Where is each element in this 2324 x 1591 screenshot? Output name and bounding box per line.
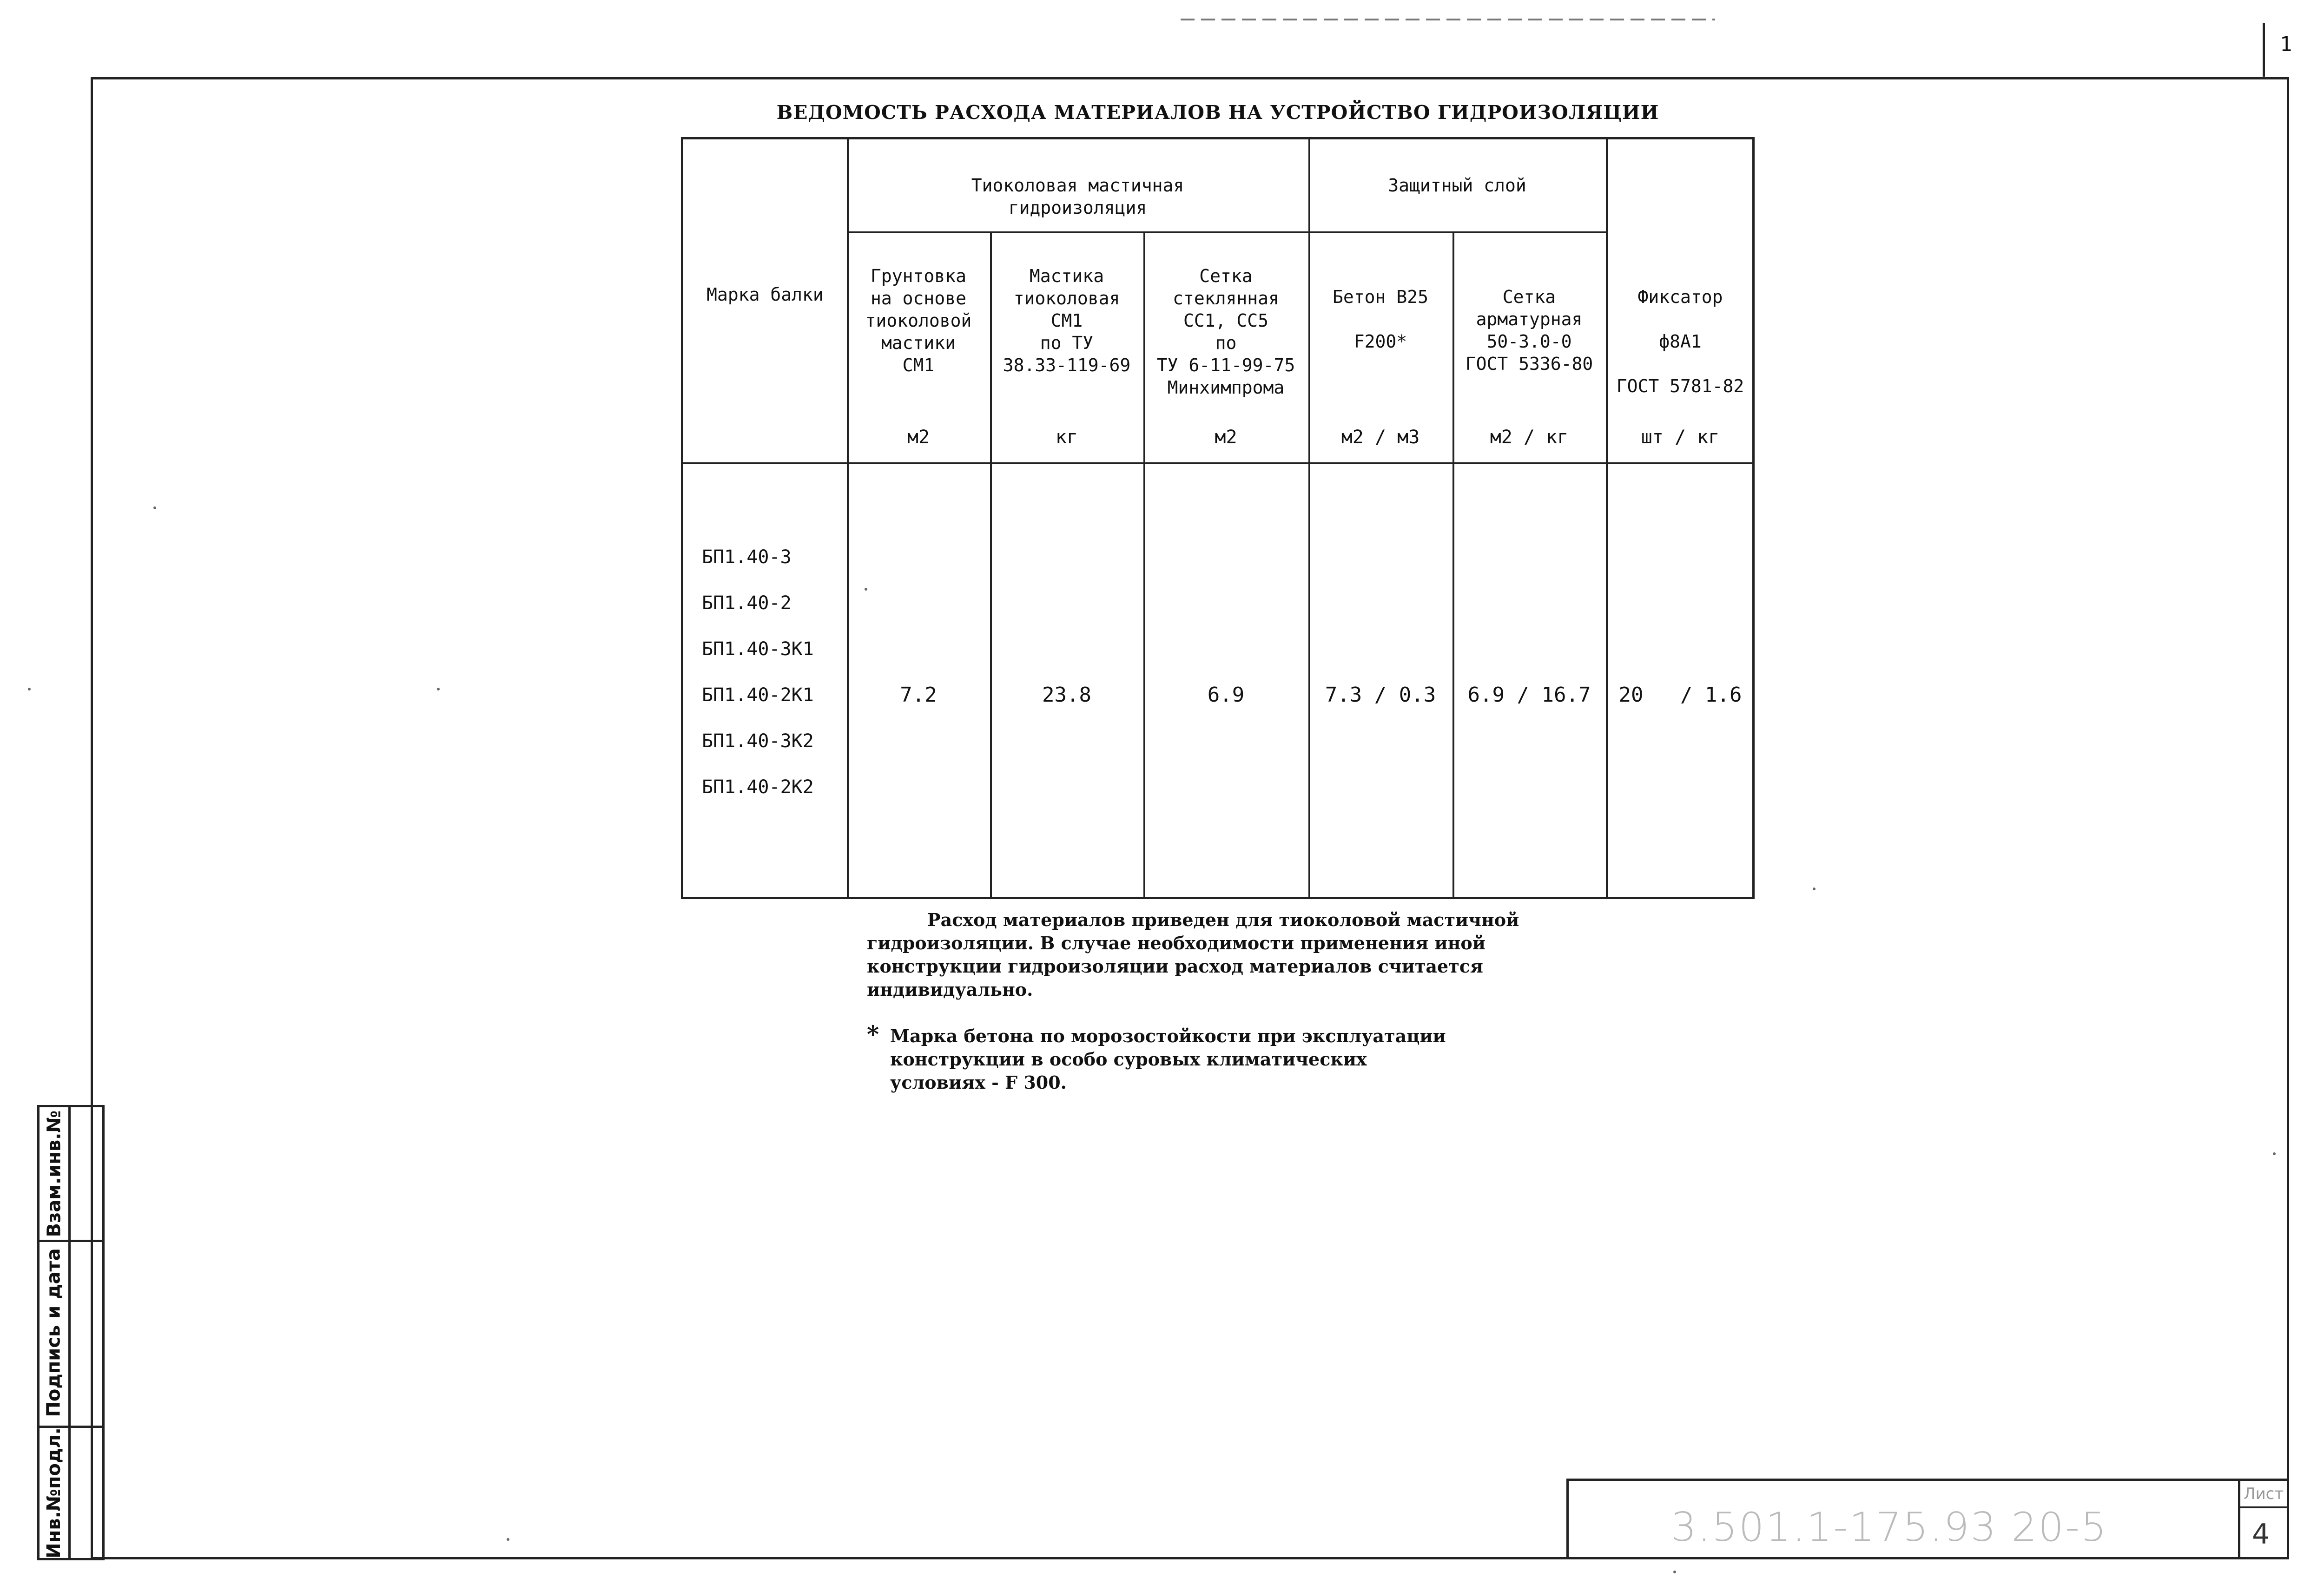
column-unit: м2 xyxy=(1215,427,1237,448)
column-header: Сетка арматурная 50-3.0-0 ГОСТ 5336-80 xyxy=(1465,287,1593,374)
mark-header: Марка балки xyxy=(706,284,824,305)
column-unit: м2 / м3 xyxy=(1341,427,1420,448)
note-line: Марка бетона по морозостойкости при эксплуатации xyxy=(890,1026,1446,1046)
value-cell: 6.9 / 16.7 xyxy=(1467,683,1591,707)
corner-tick xyxy=(2263,23,2265,77)
note-line: конструкции в особо суровых климатических xyxy=(890,1049,1367,1070)
beam-mark: БП1.40-3К1 xyxy=(702,638,814,660)
beam-mark: БП1.40-3К2 xyxy=(702,730,814,752)
note-line: Расход материалов приведен для тиоколовой мастичной xyxy=(927,909,1519,930)
scan-speck xyxy=(28,688,31,690)
beam-mark: БП1.40-2 xyxy=(702,592,792,614)
value-cell: 6.9 xyxy=(1207,683,1245,707)
title-block-divider xyxy=(2238,1481,2240,1557)
value-cell: 7.2 xyxy=(900,683,937,707)
column-header: Сетка стеклянная СС1, СС5 по ТУ 6-11-99-75 Минхимпрома xyxy=(1156,266,1295,398)
scan-speck xyxy=(2273,1152,2276,1155)
scan-speck xyxy=(865,588,867,591)
inv-no-label: Инв.№подл. xyxy=(43,1427,65,1558)
note-line: условиях - F 300. xyxy=(890,1072,1067,1093)
scan-speck xyxy=(437,688,440,690)
sign-date-label: Подпись и дата xyxy=(43,1248,65,1417)
replace-inv-cell xyxy=(40,1107,68,1240)
note-line: гидроизоляции. В случае необходимости применения иной xyxy=(867,933,1486,953)
column-header: Бетон В25 F200* xyxy=(1333,287,1428,352)
value-cell: 23.8 xyxy=(1042,683,1091,707)
column-unit: м2 / кг xyxy=(1490,427,1569,448)
col-divider xyxy=(1308,139,1310,897)
column-unit: м2 xyxy=(907,427,930,448)
stamp-divider xyxy=(68,1107,71,1558)
value-cell: 7.3 / 0.3 xyxy=(1325,683,1436,707)
scan-speck xyxy=(1813,888,1816,890)
title-block xyxy=(1566,1479,2289,1559)
scan-speck xyxy=(153,506,156,509)
col-divider xyxy=(847,139,849,897)
note-consumption xyxy=(867,908,1519,1001)
replace-inv-label: Взам.инв.№ xyxy=(43,1110,65,1237)
document-code: 3.501.1-175.93 20-5 xyxy=(1671,1504,2108,1551)
note-concrete-grade xyxy=(867,1020,1446,1094)
scan-speck xyxy=(1673,1571,1676,1573)
beam-mark: БП1.40-3 xyxy=(702,546,792,568)
materials-table xyxy=(681,137,1755,899)
footnote-star: * xyxy=(867,1020,879,1048)
group-header-waterproofing: Тиоколовая мастичная гидроизоляция xyxy=(971,175,1184,218)
sheet-label: Лист xyxy=(2244,1485,2284,1503)
column-header: Мастика тиоколовая СМ1 по ТУ 38.33-119-69 xyxy=(1003,266,1131,375)
sign-date-cell xyxy=(40,1240,68,1426)
sheet-number: 4 xyxy=(2252,1518,2270,1551)
column-header: Фиксатор ф8А1 ГОСТ 5781-82 xyxy=(1616,287,1744,396)
group-header-protective-layer: Защитный слой xyxy=(1388,175,1526,196)
scan-artifact-line xyxy=(1181,19,1715,20)
column-unit: кг xyxy=(1055,427,1078,448)
value-cell: 20 / 1.6 xyxy=(1618,683,1742,707)
title-block-divider xyxy=(2238,1506,2289,1508)
note-line: конструкции гидроизоляции расход материалов считается xyxy=(867,956,1483,977)
scan-speck xyxy=(507,1538,509,1541)
document-title: ВЕДОМОСТЬ РАСХОДА МАТЕРИАЛОВ НА УСТРОЙСТВО ГИДРОИЗОЛЯЦИИ xyxy=(776,101,1659,124)
side-stamp xyxy=(37,1105,105,1560)
note-line: индивидуально. xyxy=(867,979,1033,1000)
inv-no-cell xyxy=(40,1426,68,1560)
beam-mark: БП1.40-2К1 xyxy=(702,684,814,706)
beam-mark: БП1.40-2К2 xyxy=(702,776,814,798)
column-unit: шт / кг xyxy=(1641,427,1720,448)
row-divider xyxy=(683,462,1752,464)
row-divider xyxy=(847,231,1607,233)
col-divider xyxy=(1606,139,1608,897)
column-header: Грунтовка на основе тиоколовой мастики СМ1 xyxy=(865,266,972,375)
page-number: 1 xyxy=(2280,33,2292,56)
